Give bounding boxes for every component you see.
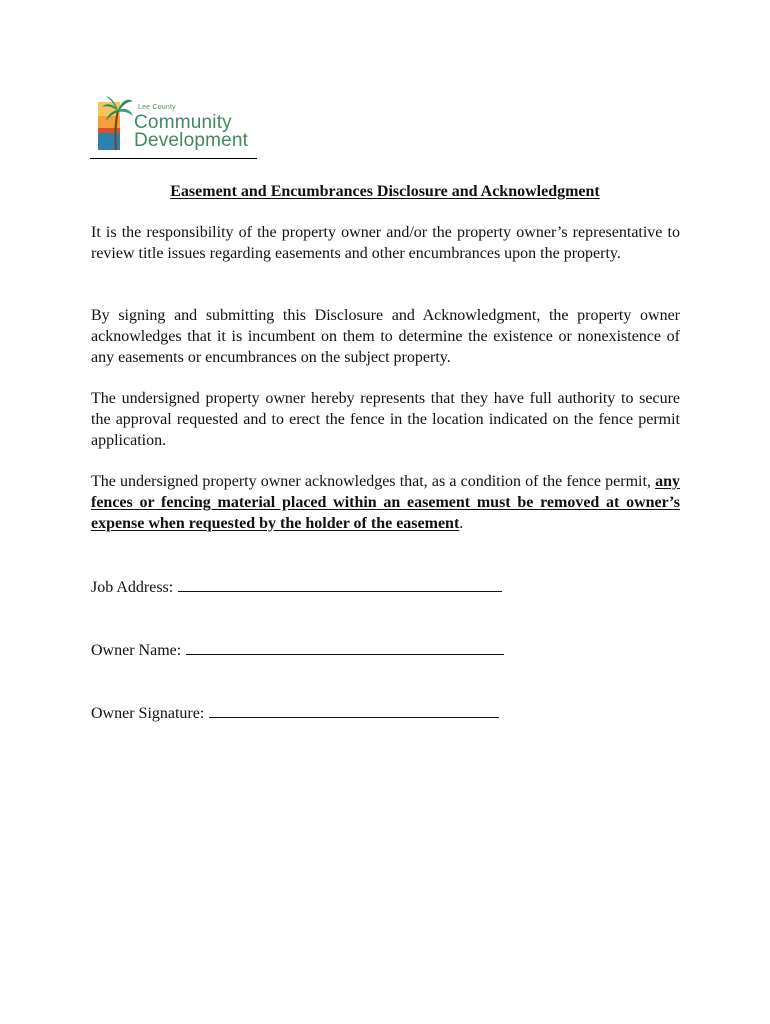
county-logo <box>96 94 256 154</box>
logo-community-text: Community <box>134 112 232 133</box>
document-title: Easement and Encumbrances Disclosure and Acknowledgment <box>170 183 600 200</box>
easement-removal-clause: any fences or fencing material placed within an easement must be removed at owner’s expense when requested by the holder of the easement <box>91 473 680 532</box>
palm-tree-sunset-icon <box>98 94 134 152</box>
job-address-field <box>91 576 502 598</box>
job-address-label: Job Address: <box>91 579 174 596</box>
logo-development-text: Development <box>134 130 249 151</box>
owner-signature-label: Owner Signature: <box>91 705 205 722</box>
owner-name-label: Owner Name: <box>91 642 182 659</box>
job-address-blank[interactable] <box>178 576 502 592</box>
paragraph-authority: The undersigned property owner hereby represents that they have full authority to secure the approval requested and to erect the fence in the location indicated on the fence permit application. <box>91 390 680 449</box>
paragraph-responsibility: It is the responsibility of the property owner and/or the property owner’s representative to review title issues regarding easements and other encumbrances upon the property. <box>91 224 680 262</box>
paragraph-condition-end: . <box>459 514 464 532</box>
owner-signature-blank[interactable] <box>209 702 499 718</box>
paragraph-signing: By signing and submitting this Disclosure and Acknowledgment, the property owner acknowledges that it is incumbent on them to determine the existence or nonexistence of any easements or encumbrances on the subject property. <box>91 307 680 366</box>
owner-name-blank[interactable] <box>186 639 504 655</box>
logo-county-text: Lee County <box>138 104 176 111</box>
owner-signature-field <box>91 702 499 724</box>
owner-name-field <box>91 639 504 661</box>
header-divider <box>90 158 257 159</box>
paragraph-condition <box>91 472 680 534</box>
paragraph-condition-lead: The undersigned property owner acknowledges that, as a condition of the fence permit, <box>91 473 656 490</box>
